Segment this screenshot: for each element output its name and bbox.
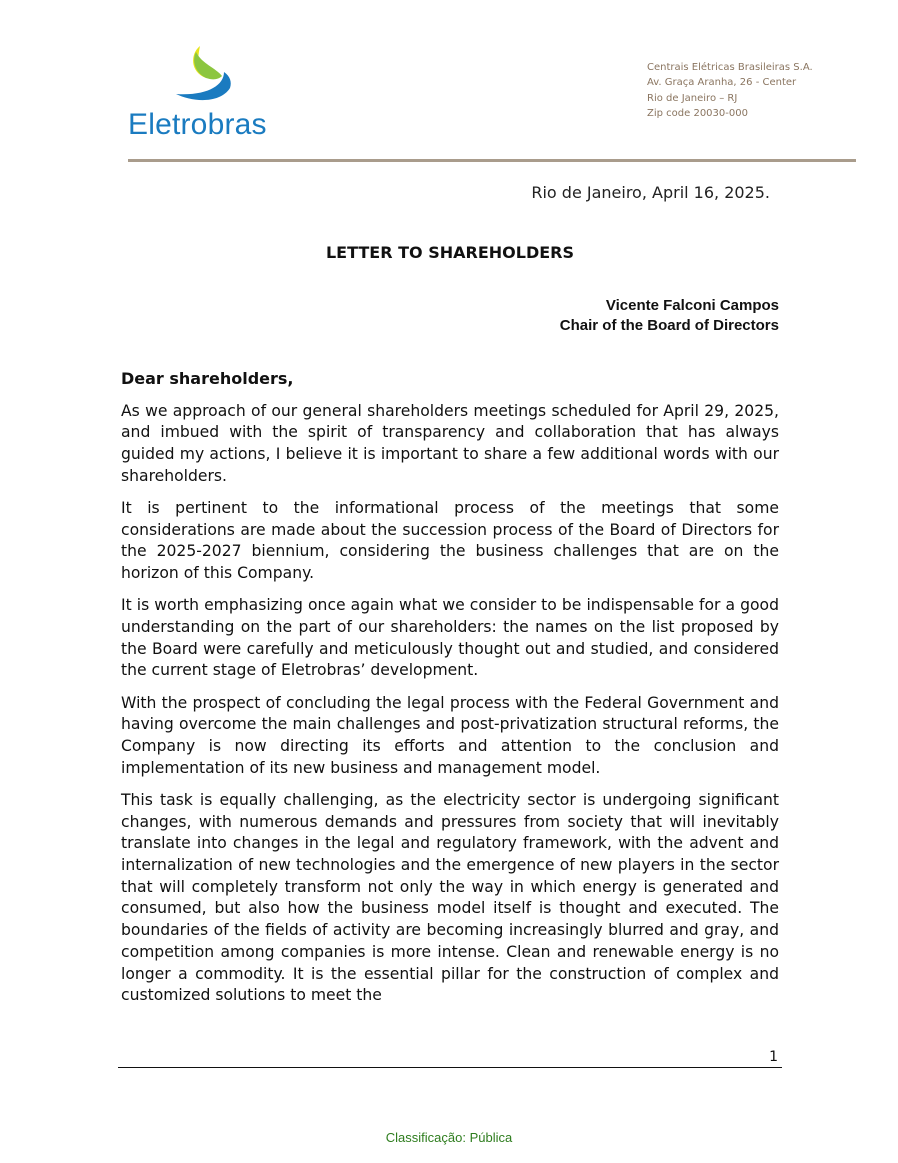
signatory-name: Vicente Falconi Campos [605,297,779,314]
company-logo [128,42,288,144]
salutation: Dear shareholders, [121,369,294,388]
eletrobras-logo-mark-icon [172,42,242,104]
footer-divider [118,1067,782,1068]
paragraph: As we approach of our general shareholders meetings scheduled for April 29, 2025, and imbued with the spirit of transparency and collaboration that has always guided my actions, I believe it is important to share a few additional words with our shareholders. [121,401,779,485]
signatory-role: Chair of the Board of Directors [559,317,779,334]
logo-wordmark: Eletrobras [128,108,267,141]
classification-label: Classificação: Pública [385,1130,513,1145]
address-line: Rio de Janeiro – RJ [647,92,738,104]
address-line: Av. Graça Aranha, 26 - Center [647,77,797,89]
signatory-block [420,296,779,336]
letter-body [121,368,779,1017]
address-line: Zip code 20030-000 [647,107,748,119]
letter-title: LETTER TO SHAREHOLDERS [325,243,574,262]
paragraph: This task is equally challenging, as the electricity sector is undergoing significant changes, with numerous demands and pressures from society that will inevitably translate into changes in the legal and regulatory framework, with the advent and internalization of new technologies and the emergence of new players in the sector that will completely transform not only the way in which energy is generated and consumed, but also how the business model itself is thought and executed. The boundaries of the fields of activity are becoming increasingly blurred and gray, and competition among companies is more intense. Clean and renewable energy is no longer a commodity. It is the essential pillar for the construction of complex and customized solutions to meet the [121,790,779,1005]
address-line: Centrais Elétricas Brasileiras S.A. [647,62,813,73]
paragraph: It is worth emphasizing once again what we consider to be indispensable for a good understanding on the part of our shareholders: the names on the list proposed by the Board were carefully and meticulously thought out and studied, and considered the current stage of Eletrobras’ development. [121,596,779,680]
paragraph: With the prospect of concluding the legal process with the Federal Government and having overcome the main challenges and post-privatization structural reforms, the Company is now directing its efforts and attention to the conclusion and implementation of its new business and management model. [121,693,779,777]
company-address [647,60,813,121]
header-divider [128,159,856,162]
page-number: 1 [769,1049,778,1065]
paragraph: It is pertinent to the informational process of the meetings that some considerations are made about the succession process of the Board of Directors for the 2025-2027 biennium, considering the business challenges that are on the horizon of this Company. [121,499,779,583]
letter-date: Rio de Janeiro, April 16, 2025. [531,183,770,202]
